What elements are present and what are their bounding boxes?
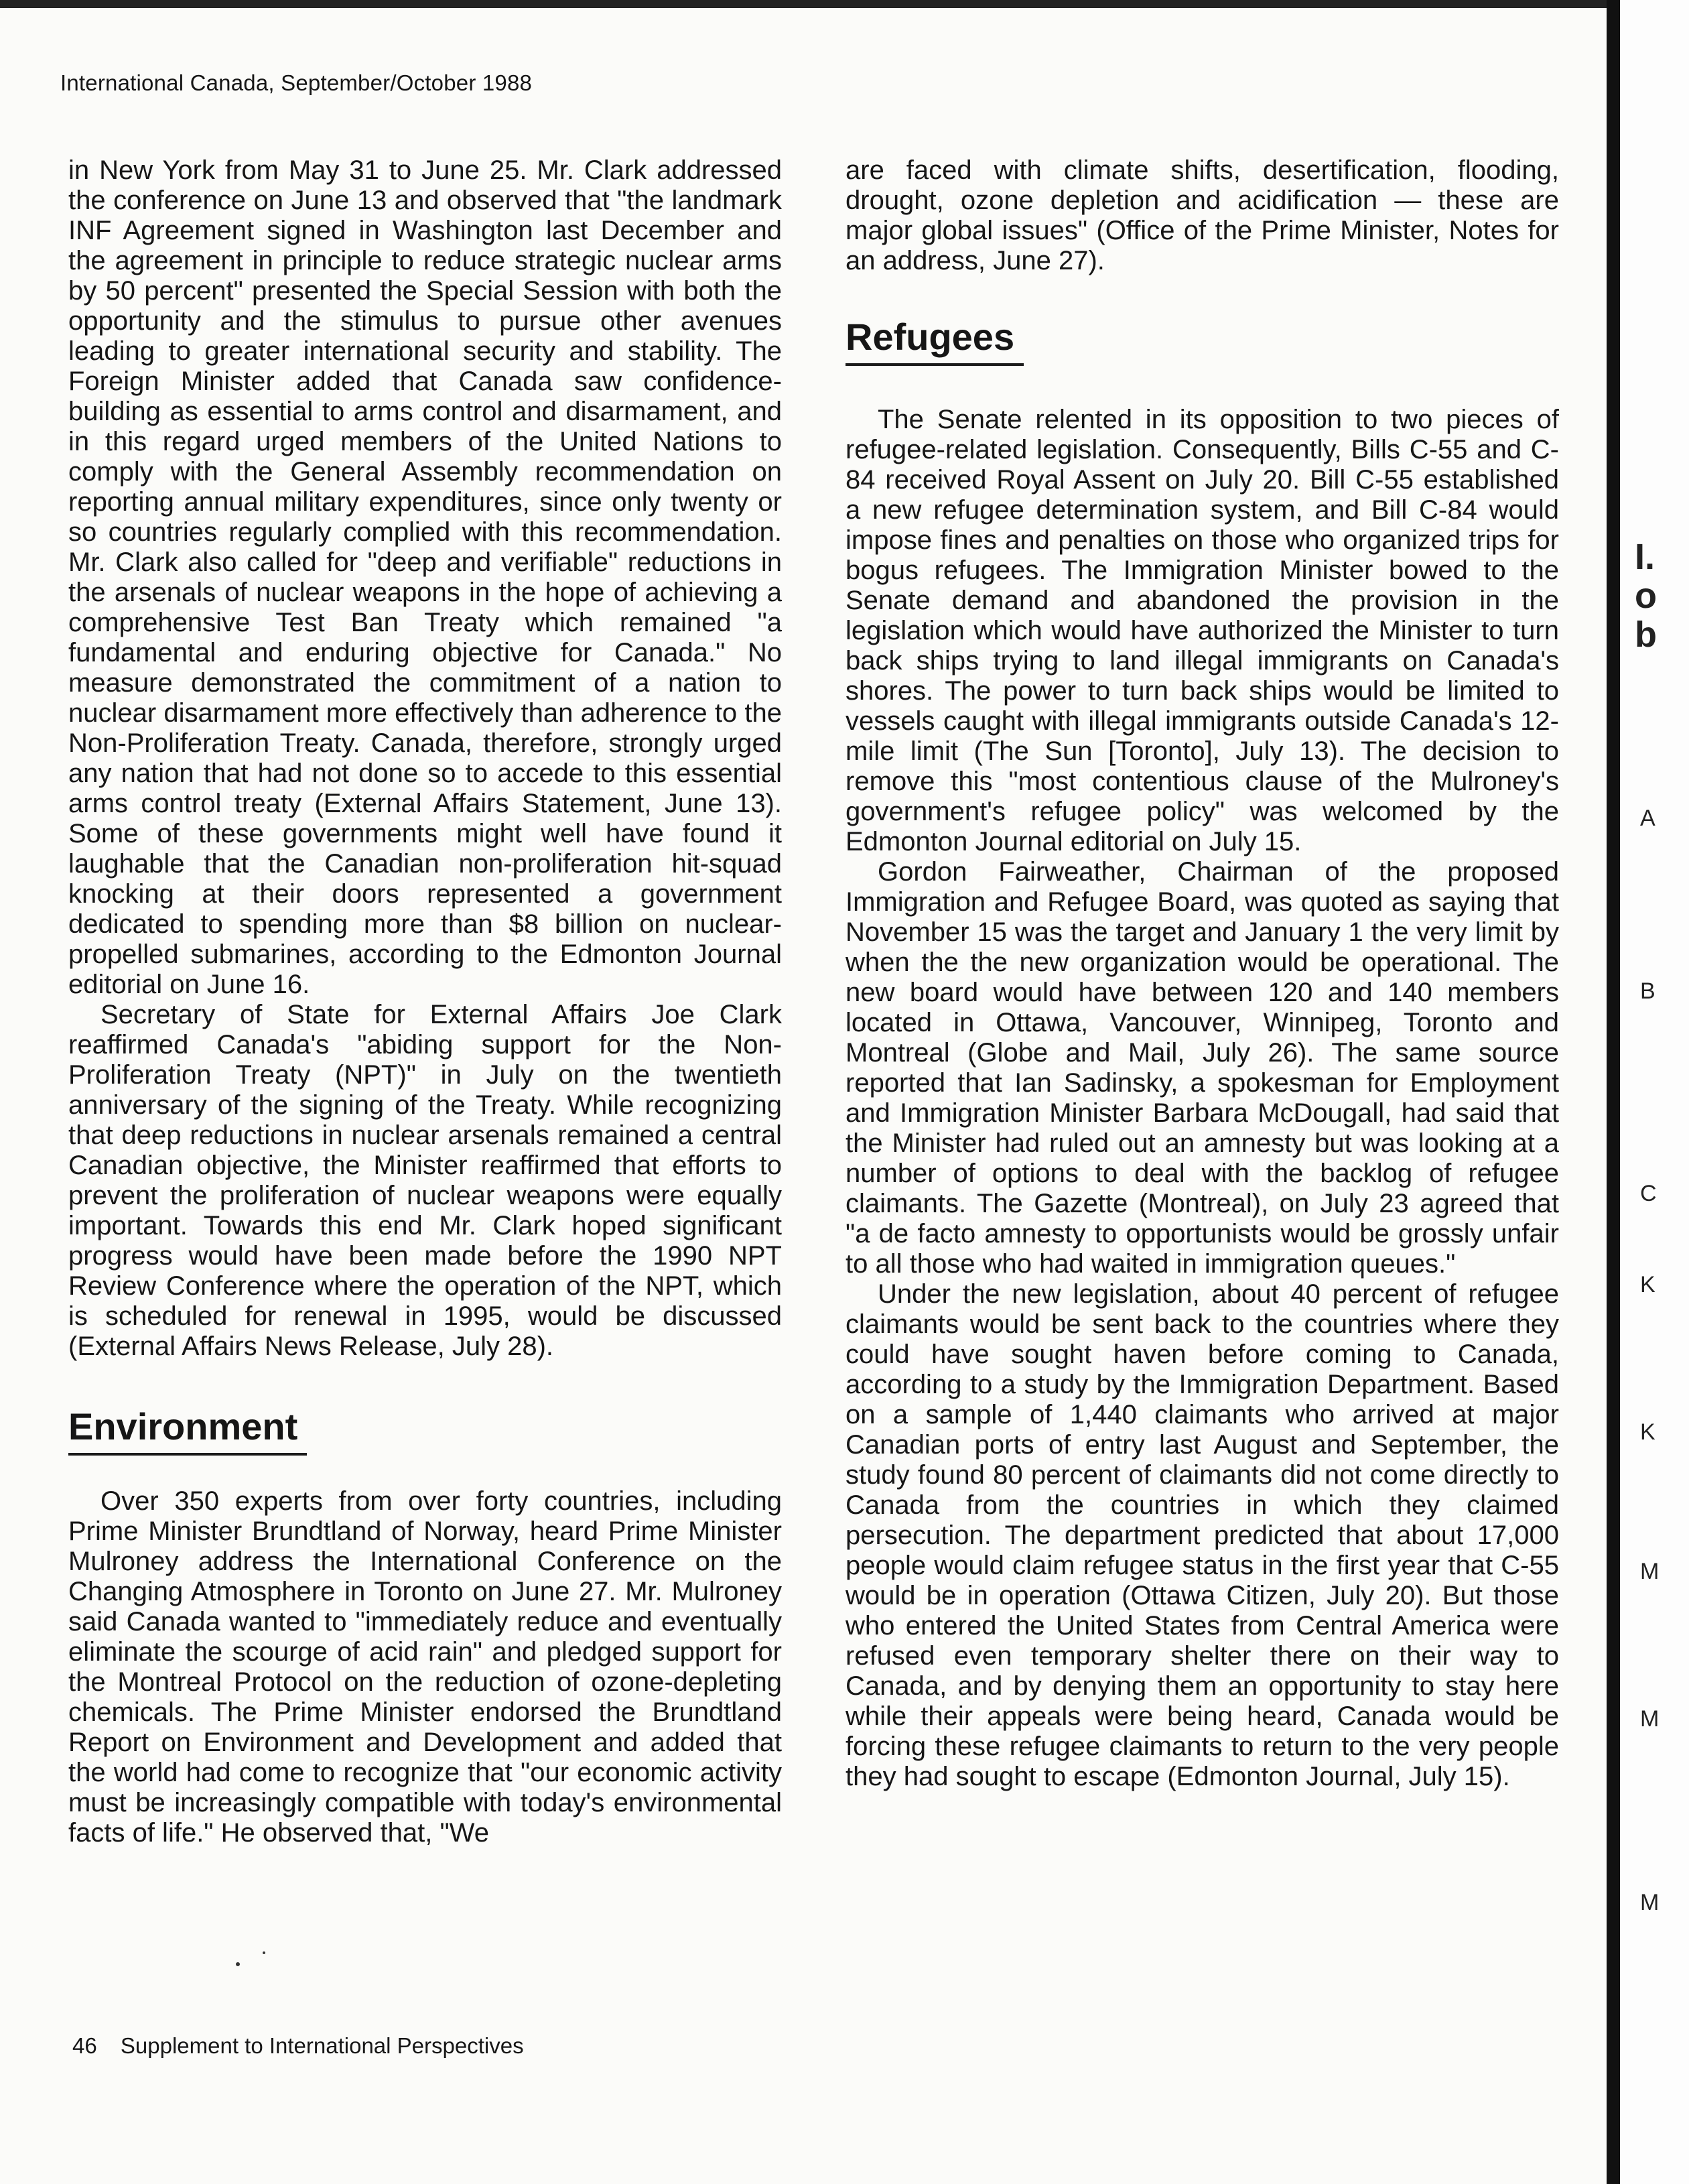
page-number: 46 bbox=[72, 2033, 97, 2058]
page-top-border bbox=[0, 0, 1608, 8]
body-paragraph: Gordon Fairweather, Chairman of the proposed Immigration and Refugee Board, was quoted as saying that November 15 was the target and January 1 the very limit by when the the new organization would be operational. The new board would have between 120 and 140 members located in Ottawa, Vancouver, Winnipeg, Toronto and Montreal (Globe and Mail, July 26). The same source reported that Ian Sadinsky, a spokesman for Employment and Immigration Minister Barbara McDougall, had said that the Minister had ruled out an amnesty but was looking at a number of options to deal with the backlog of refugee claimants. The Gazette (Montreal), on July 23 agreed that "a de facto amnesty to opportunists would be grossly unfair to all those who had waited in immigration queues." bbox=[846, 857, 1559, 1279]
print-speck bbox=[263, 1951, 265, 1954]
left-column bbox=[68, 155, 782, 1848]
body-paragraph: Over 350 experts from over forty countries, including Prime Minister Brundtland of Norway, heard Prime Minister Mulroney address the International Conference on the Changing Atmosphere in Toronto on June 27. Mr. Mulroney said Canada wanted to "immediately reduce and eventually eliminate the scourge of acid rain" and pledged support for the Montreal Protocol on the reduction of ozone-depleting chemicals. The Prime Minister endorsed the Brundtland Report on Environment and Development and added that the world had come to recognize that "our economic activity must be increasingly compatible with today's environmental facts of life." He observed that, "We bbox=[68, 1486, 782, 1848]
section-heading-environment: Environment bbox=[68, 1405, 307, 1456]
binding-edge bbox=[1607, 0, 1620, 2184]
edge-mark: A bbox=[1640, 806, 1656, 831]
publication-name: Supplement to International Perspectives bbox=[120, 2033, 524, 2058]
print-speck bbox=[236, 1962, 240, 1966]
body-paragraph: are faced with climate shifts, desertification, flooding, drought, ozone depletion and acidification — these are major global issues" (Office of the Prime Minister, Notes for an address, June 27). bbox=[846, 155, 1559, 275]
edge-mark: o bbox=[1635, 576, 1657, 616]
edge-mark: I. bbox=[1635, 537, 1656, 577]
body-paragraph: Under the new legislation, about 40 percent of refugee claimants would be sent back to the countries where they could have sought haven before coming to Canada, according to a study by the Immigration Department. Based on a sample of 1,440 claimants who arrived at major Canadian ports of entry last August and September, the study found 80 percent of claimants did not come directly to Canada from the countries in which they claimed persecution. The department predicted that about 17,000 people would claim refugee status in the first year that C-55 would be in operation (Ottawa Citizen, July 20). But those who entered the United States from Central America were refused even temporary shelter there on their way to Canada, and by denying them an opportunity to stay here while their appeals were being heard, Canada would be forcing these refugee claimants to return to the very people they had sought to escape (Edmonton Journal, July 15). bbox=[846, 1279, 1559, 1791]
right-column bbox=[846, 155, 1559, 1792]
edge-mark: M bbox=[1640, 1559, 1660, 1584]
body-paragraph: Secretary of State for External Affairs Joe Clark reaffirmed Canada's "abiding support for the Non-Proliferation Treaty (NPT)" in July on the twentieth anniversary of the signing of the Treaty. While recognizing that deep reductions in nuclear arsenals remained a central Canadian objective, the Minister reaffirmed that efforts to prevent the proliferation of nuclear weapons were equally important. Towards this end Mr. Clark hoped significant progress would have been made before the 1990 NPT Review Conference where the operation of the NPT, which is scheduled for renewal in 1995, would be discussed (External Affairs News Release, July 28). bbox=[68, 1000, 782, 1361]
edge-mark: C bbox=[1640, 1181, 1657, 1206]
running-head: International Canada, September/October 1988 bbox=[60, 70, 533, 95]
edge-mark: M bbox=[1640, 1890, 1660, 1915]
section-heading-refugees: Refugees bbox=[846, 315, 1024, 366]
adjacent-page-strip bbox=[1620, 0, 1689, 2184]
body-paragraph: The Senate relented in its opposition to two pieces of refugee-related legislation. Consequently, Bills C-55 and C-84 received Royal Assent on July 20. Bill C-55 established a new refugee determination system, and Bill C-84 would impose fines and penalties on those who organized trips for bogus refugees. The Immigration Minister bowed to the Senate demand and abandoned the provision in the legislation which would have authorized the Minister to turn back ships trying to land illegal immigrants on Canada's shores. The power to turn back ships would be limited to vessels caught with illegal immigrants outside Canada's 12-mile limit (The Sun [Toronto], July 13). The decision to remove this "most contentious clause of the Mulroney's government's refugee policy" was welcomed by the Edmonton Journal editorial on July 15. bbox=[846, 405, 1559, 856]
edge-mark: K bbox=[1640, 1419, 1656, 1445]
edge-mark: M bbox=[1640, 1706, 1660, 1732]
edge-mark: B bbox=[1640, 978, 1656, 1004]
body-paragraph: in New York from May 31 to June 25. Mr. Clark addressed the conference on June 13 and observed that "the landmark INF Agreement signed in Washington last December and the agreement in principle to reduce strategic nuclear arms by 50 percent" presented the Special Session with both the opportunity and the stimulus to pursue other avenues leading to greater international security and stability. The Foreign Minister added that Canada saw confidence-building as essential to arms control and disarmament, and in this regard urged members of the United Nations to comply with the General Assembly recommendation on reporting annual military expenditures, since only twenty or so countries regularly complied with this recommendation. Mr. Clark also called for "deep and verifiable" reductions in the arsenals of nuclear weapons in the hope of achieving a comprehensive Test Ban Treaty which remained "a fundamental and enduring objective for Canada." No measure demonstrated the commitment of a nation to nuclear disarmament more effectively than adherence to the Non-Proliferation Treaty. Canada, therefore, strongly urged any nation that had not done so to accede to this essential arms control treaty (External Affairs Statement, June 13). Some of these governments might well have found it laughable that the Canadian non-proliferation hit-squad knocking at their doors represented a government dedicated to spending more than $8 billion on nuclear-propelled submarines, according to the Edmonton Journal editorial on June 16. bbox=[68, 155, 782, 999]
edge-mark: b bbox=[1635, 615, 1657, 655]
page-footer bbox=[72, 2033, 524, 2059]
edge-mark: K bbox=[1640, 1272, 1656, 1297]
